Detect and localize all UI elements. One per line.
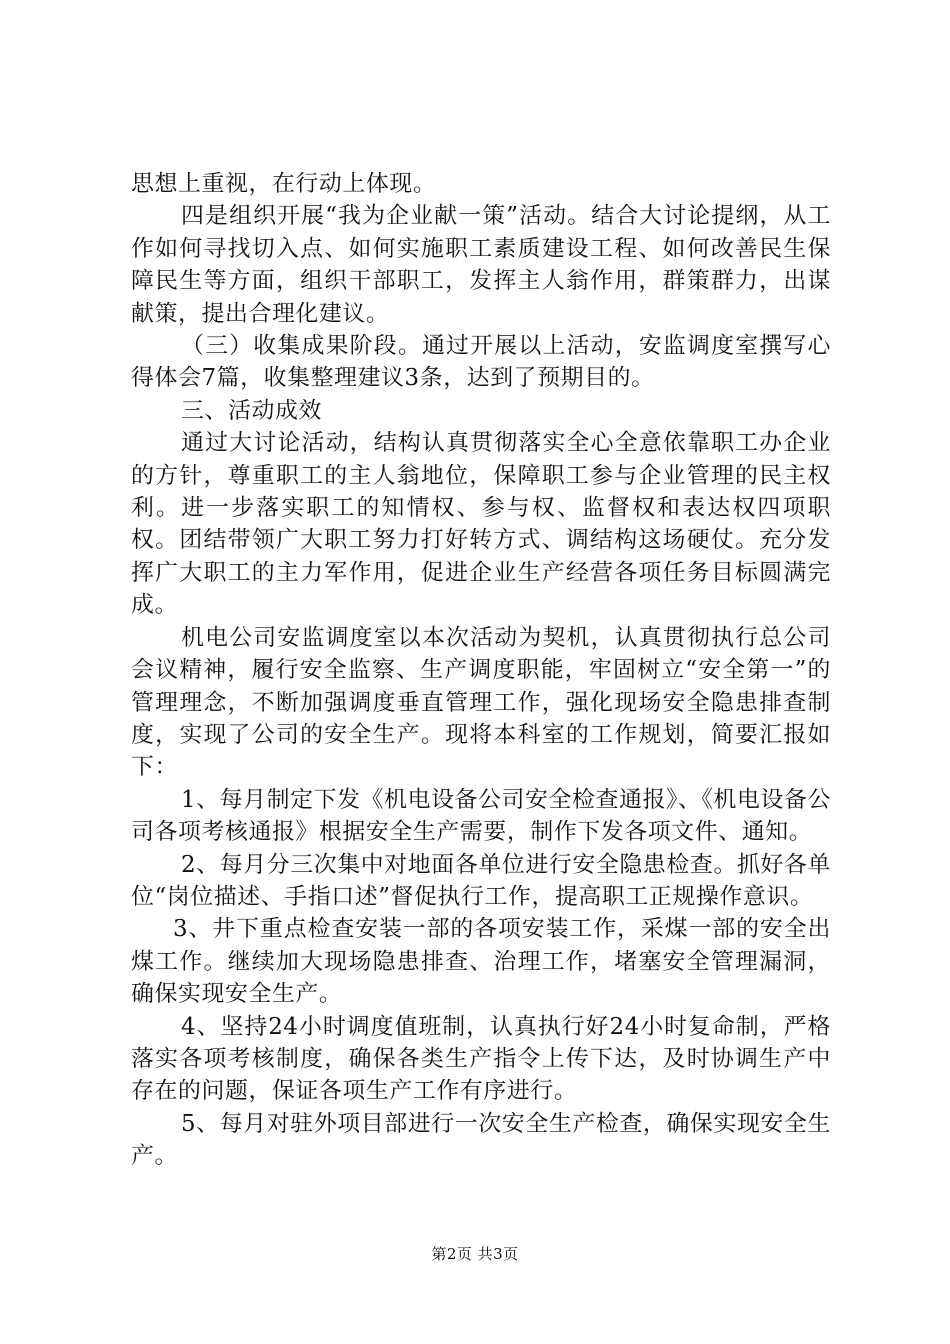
page-footer xyxy=(0,1243,950,1264)
list-item: 1、每月制定下发《机电设备公司安全检查通报》、《机电设备公司各项考核通报》根据安全生产需要，制作下发各项文件、通知。 xyxy=(131,786,831,846)
page-number: 第2页 共3页 xyxy=(431,1245,519,1263)
list-item: 5、每月对驻外项目部进行一次安全生产检查，确保实现安全生产。 xyxy=(131,1110,831,1170)
list-item: 4、坚持24小时调度值班制，认真执行好24小时复命制，严格落实各项考核制度，确保各类生产指令上传下达，及时协调生产中存在的问题，保证各项生产工作有序进行。 xyxy=(131,1013,831,1105)
list-item: 2、每月分三次集中对地面各单位进行安全隐患检查。抓好各单位“岗位描述、手指口述”督促执行工作，提高职工正规操作意识。 xyxy=(131,851,831,910)
paragraph: 四是组织开展“我为企业献一策”活动。结合大讨论提纲，从工作如何寻找切入点、如何实施职工素质建设工程、如何改善民生保障民生等方面，组织干部职工，发挥主人翁作用，群策群力，出谋献策，提出合理化建议。 xyxy=(131,203,831,327)
list-item: 3、井下重点检查安装一部的各项安装工作，采煤一部的安全出煤工作。继续加大现场隐患排查、治理工作，堵塞安全管理漏洞，确保实现安全生产。 xyxy=(131,916,831,1008)
document-body xyxy=(131,168,831,1173)
paragraph: 通过大讨论活动，结构认真贯彻落实全心全意依靠职工办企业的方针，尊重职工的主人翁地位，保障职工参与企业管理的民主权利。进一步落实职工的知情权、参与权、监督权和表达权四项职权。团结带领广大职工努力打好转方式、调结构这场硬仗。充分发挥广大职工的主力军作用，促进企业生产经营各项任务目标圆满完成。 xyxy=(131,430,831,619)
paragraph: 机电公司安监调度室以本次活动为契机，认真贯彻执行总公司会议精神，履行安全监察、生产调度职能，牢固树立“安全第一”的管理理念，不断加强调度垂直管理工作，强化现场安全隐患排查制度，实现了公司的安全生产。现将本科室的工作规划，简要汇报如下： xyxy=(131,624,831,781)
paragraph: 思想上重视，在行动上体现。 xyxy=(131,171,437,197)
section-heading: 三、活动成效 xyxy=(181,397,322,424)
paragraph: （三）收集成果阶段。通过开展以上活动，安监调度室撰写心得体会7篇，收集整理建议3条，达到了预期目的。 xyxy=(131,333,831,392)
